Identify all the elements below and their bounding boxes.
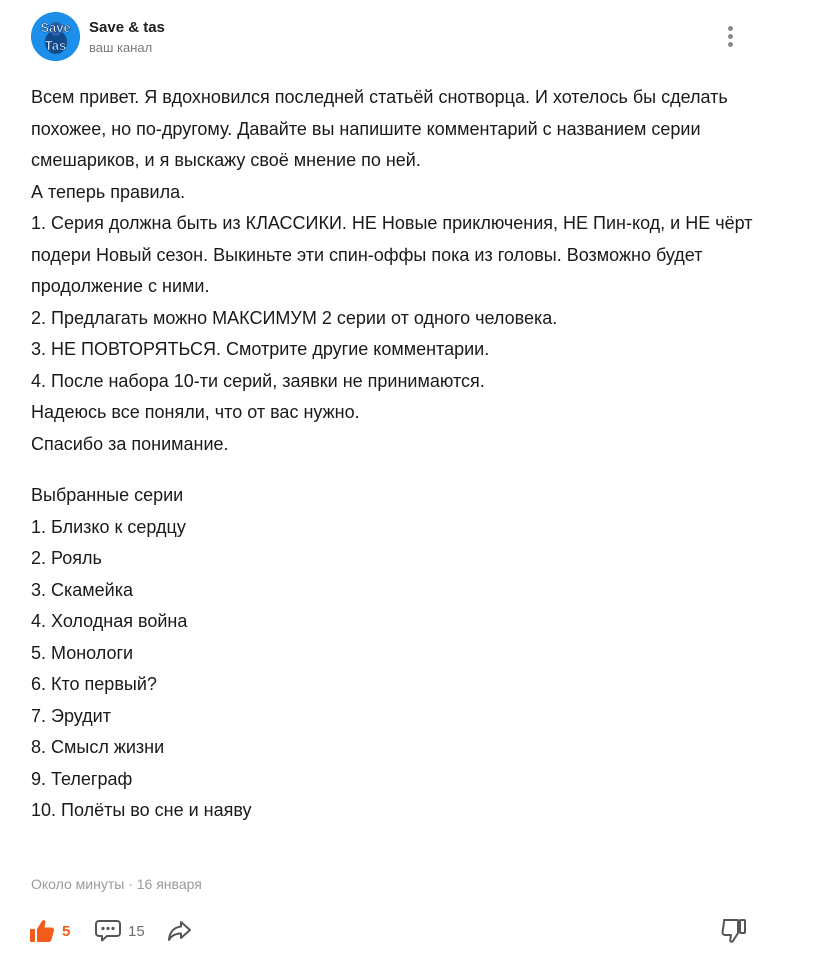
article-paragraph: 4. После набора 10-ти серий, заявки не принимаются. bbox=[31, 370, 485, 391]
dislike-button[interactable] bbox=[721, 913, 747, 949]
more-vertical-icon-dot-2 bbox=[728, 34, 733, 39]
share-arrow-icon bbox=[167, 919, 193, 943]
more-vertical-icon-dot-3 bbox=[728, 42, 733, 47]
post-header bbox=[31, 12, 791, 64]
avatar-text-top: Save bbox=[40, 20, 71, 35]
article-paragraph: А теперь правила. bbox=[31, 181, 186, 202]
series-item: 4. Холодная война bbox=[31, 611, 188, 631]
selected-series-list bbox=[31, 480, 771, 827]
article-paragraph: 2. Предлагать можно МАКСИМУМ 2 серии от одного человека. bbox=[31, 307, 558, 328]
channel-name[interactable]: Save & tas bbox=[89, 19, 165, 36]
article-paragraph: Спасибо за понимание. bbox=[31, 433, 229, 454]
like-count: 5 bbox=[62, 922, 71, 940]
article-body bbox=[31, 82, 771, 460]
channel-subtitle: ваш канал bbox=[89, 40, 153, 55]
series-heading: Выбранные серии bbox=[31, 485, 184, 505]
comments-button[interactable] bbox=[95, 913, 145, 949]
article-paragraph: 3. НЕ ПОВТОРЯТЬСЯ. Смотрите другие комментарии. bbox=[31, 339, 490, 359]
meta-separator: · bbox=[128, 876, 133, 892]
more-options-button[interactable] bbox=[717, 24, 743, 50]
article-paragraph: Надеюсь все поняли, что от вас нужно. bbox=[31, 402, 360, 422]
avatar-image bbox=[31, 12, 80, 61]
thumbs-down-icon bbox=[721, 919, 747, 943]
like-button[interactable] bbox=[29, 913, 70, 949]
post-meta bbox=[31, 876, 202, 892]
series-item: 10. Полёты во сне и наяву bbox=[31, 800, 252, 820]
read-time: Около минуты bbox=[31, 876, 125, 892]
article-paragraph: Всем привет. Я вдохновился последней статьёй снотворца. И хотелось бы сделать похожее, но по-другому. Давайте вы напишите комментарий с названием серии смешариков, и я выскажу своё мнение по ней. bbox=[31, 87, 728, 170]
series-item: 7. Эрудит bbox=[31, 705, 111, 726]
series-item: 6. Кто первый? bbox=[31, 674, 157, 694]
more-vertical-icon bbox=[728, 26, 733, 31]
series-item: 9. Телеграф bbox=[31, 768, 133, 789]
avatar-text-bottom: Tas bbox=[44, 38, 67, 53]
series-item: 1. Близко к сердцу bbox=[31, 516, 186, 537]
series-item: 5. Монологи bbox=[31, 642, 134, 663]
series-item: 2. Рояль bbox=[31, 548, 102, 568]
series-item: 8. Смысл жизни bbox=[31, 737, 165, 757]
publish-date: 16 января bbox=[136, 876, 202, 892]
comment-count: 15 bbox=[128, 922, 145, 940]
series-item: 3. Скамейка bbox=[31, 579, 134, 600]
share-button[interactable] bbox=[167, 913, 193, 949]
post-actions bbox=[29, 913, 769, 949]
article-paragraph: 1. Серия должна быть из КЛАССИКИ. НЕ Новые приключения, НЕ Пин-код, и НЕ чёрт подери Новый сезон. Выкиньте эти спин-оффы пока из головы. Возможно будет продолжение с ними. bbox=[31, 213, 753, 296]
comment-bubble-icon bbox=[95, 919, 121, 943]
thumbs-up-icon bbox=[29, 919, 55, 943]
channel-avatar[interactable] bbox=[31, 12, 80, 61]
